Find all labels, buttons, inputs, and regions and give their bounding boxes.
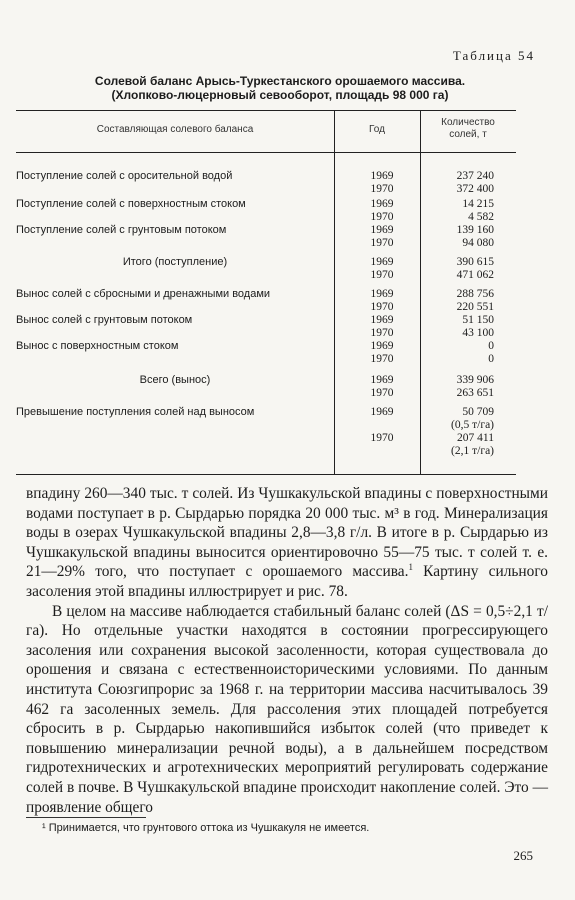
value-cell: 390 615 [456,256,494,268]
header-amount [420,117,516,141]
year-cell: 1970 [370,183,394,195]
paragraph-2: В целом на массиве наблюдается стабильный баланс солей (ΔS = 0,5÷2,1 т/га). Но отдельные участки находятся в состоянии прогрессирующего засоления или сохранения высокой засоленности, которая существовала до орошения и связана с естественноисторическими условиями. По данным института Союзгипрорис за 1968 г. на территории массива насчитывалось 39 462 га засоленных земель. Для рассоления этих площадей потребуется сбросить в р. Сырдарью накопившийся избыток солей (что приведет к повышению минерализации речной воды), а в дальнейшем посредством гидротехнических и агротехнических мероприятий регулировать содержание солей в почве. В Чушкакульской впадине происходит накопление солей. Это — проявление общего [26,602,548,816]
footnote: ¹ Принимается, что грунтового оттока из Чушкакуля не имеется. [42,822,370,834]
value-cell: 50 709 [462,406,494,418]
header-year: Год [369,124,385,135]
year-cell: 1970 [370,387,394,399]
header-component: Составляющая солевого баланса [96,124,254,135]
value-note: (2,1 т/га) [451,445,494,457]
row-values [428,340,494,366]
year-cell: 1970 [370,237,394,249]
year-cell: 1969 [370,224,394,236]
row-label: Всего (вынос) [139,374,211,386]
value-note: (0,5 т/га) [451,419,494,431]
row-values [428,314,494,340]
year-cell: 1970 [370,301,394,313]
table-bottom-rule [16,474,516,475]
row-values [428,224,494,250]
row-years [362,406,402,419]
value-cell: 471 062 [456,269,494,281]
row-years [362,256,402,282]
row-label: Вынос солей с грунтовым потоком [16,314,193,326]
row-values [428,432,494,458]
value-cell: 220 551 [456,301,494,313]
value-cell: 4 582 [468,211,494,223]
value-cell: 94 080 [462,237,494,249]
year-cell: 1969 [370,256,394,268]
row-values [428,288,494,314]
row-years [362,340,402,366]
table-number: Таблица 54 [452,48,535,63]
table-column-divider-2 [420,110,421,474]
year-cell: 1969 [370,374,394,386]
year-cell: 1970 [370,432,394,444]
row-label: Превышение поступления солей над выносом [16,406,255,418]
row-values [428,406,494,432]
table-header-rule [16,152,516,153]
header-amount-line2: солей, т [449,129,487,140]
value-cell: 0 [488,353,494,365]
row-label: Вынос с поверхностным стоком [16,340,179,352]
paragraph-1 [26,484,548,602]
year-cell: 1969 [370,170,394,182]
value-cell: 0 [488,340,494,352]
row-years [362,224,402,250]
value-cell: 207 411 [457,432,494,444]
row-values [428,198,494,224]
row-label: Поступление солей с оросительной водой [16,170,233,182]
row-label: Поступление солей с грунтовым потоком [16,224,227,236]
value-cell: 339 906 [456,374,494,386]
year-cell: 1969 [370,340,394,352]
row-label: Вынос солей с сбросными и дренажными водами [16,288,271,300]
row-years [362,432,402,445]
row-label: Итого (поступление) [122,256,228,268]
year-cell: 1970 [370,327,394,339]
value-cell: 51 150 [462,314,494,326]
value-cell: 288 756 [456,288,494,300]
footnote-rule [26,817,146,818]
page-number: 265 [513,848,533,863]
value-cell: 237 240 [456,170,494,182]
row-years [362,198,402,224]
row-years [362,288,402,314]
table-column-divider-1 [334,110,335,474]
table-title-line1: Солевой баланс Арысь-Туркестанского орошаемого массива. [94,74,466,88]
row-values [428,170,494,196]
value-cell: 372 400 [456,183,494,195]
value-cell: 139 160 [456,224,494,236]
row-values [428,374,494,400]
row-years [362,314,402,340]
table-title [60,74,500,102]
year-cell: 1969 [370,406,394,418]
year-cell: 1970 [370,353,394,365]
header-amount-line1: Количество [441,117,495,128]
value-cell: 43 100 [462,327,494,339]
year-cell: 1969 [370,198,394,210]
year-cell: 1969 [370,288,394,300]
value-cell: 263 651 [456,387,494,399]
year-cell: 1970 [370,211,394,223]
body-text [26,484,548,817]
row-values [428,256,494,282]
footnote-ref: 1 [408,562,413,573]
table-title-line2: (Хлопково-люцерновый севооборот, площадь 98 000 га) [111,88,449,102]
table-top-rule [16,110,516,111]
row-years [362,374,402,400]
paragraph-1-text: впадину 260—340 тыс. т солей. Из Чушкакульской впадины с поверхностными водами поступает в р. Сырдарью порядка 20 000 тыс. м³ в год. Минерализация воды в озерах Чушкакульской впадины 2,8—3,8 г/л. В итоге в р. Сырдарью из Чушкакульской впадины выносится ориентировочно 55—75 тыс. т солей т. е. 21—29% того, что поступает с орошаемого массива. [26,485,548,581]
row-label: Поступление солей с поверхностным стоком [16,198,246,210]
paragraph-1-end: Картину сильного засоления этой впадины иллюстрирует и рис. 78. [26,563,548,600]
year-cell: 1969 [370,314,394,326]
year-cell: 1970 [370,269,394,281]
value-cell: 14 215 [462,198,494,210]
row-years [362,170,402,196]
